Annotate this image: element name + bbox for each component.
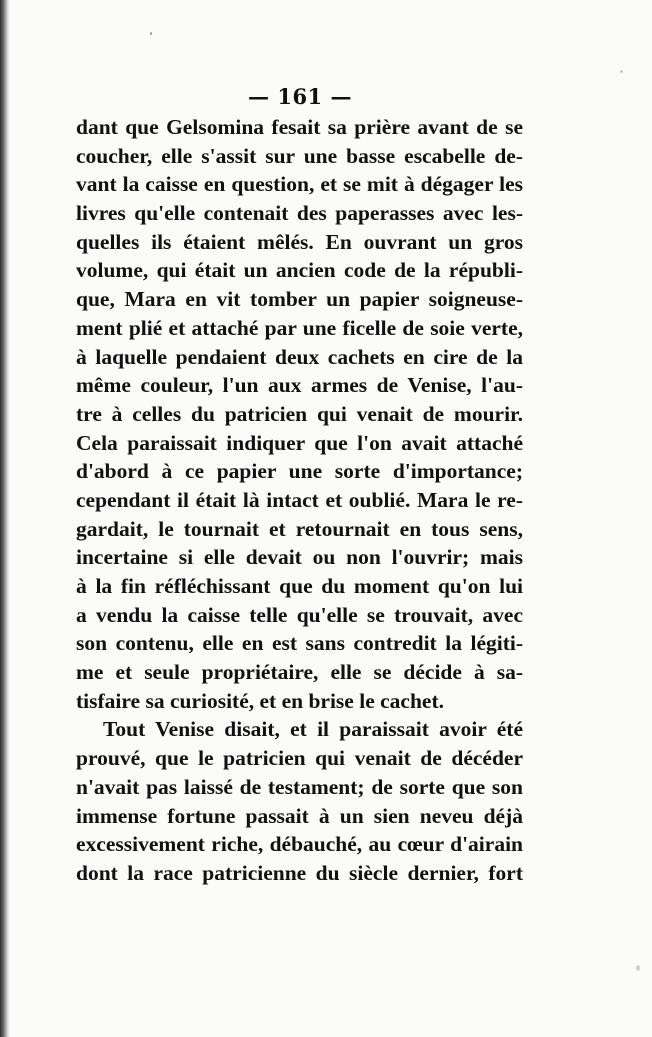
text-line: volume, qui était un ancien code de la républi-: [76, 258, 523, 283]
text-line: livres qu'elle contenait des paperasses avec les-: [76, 201, 523, 226]
text-line: coucher, elle s'assit sur une basse escabelle de-: [76, 143, 523, 168]
text-line: prouvé, que le patricien qui venait de décéder: [76, 746, 523, 771]
text-line: tre à celles du patricien qui venait de mourir.: [76, 401, 523, 426]
text-line: tisfaire sa curiosité, et en brise le cachet.: [76, 688, 444, 713]
text-line: vant la caisse en question, et se mit à dégager les: [76, 172, 523, 197]
paper-speck: [150, 32, 152, 35]
text-line: n'avait pas laissé de testament; de sorte que son: [76, 774, 523, 799]
text-line: immense fortune passait à un sien neveu déjà: [76, 803, 523, 828]
spine-shadow: [0, 0, 10, 1037]
text-line: excessivement riche, débauché, au cœur d'airain: [76, 832, 523, 857]
text-line: gardait, le tournait et retournait en tous sens,: [76, 516, 523, 541]
text-line: que, Mara en vit tomber un papier soigneuse-: [76, 287, 523, 312]
text-line: Tout Venise disait, et il paraissait avoir été: [103, 717, 523, 742]
text-line: à la fin réfléchissant que du moment qu'on lui: [76, 574, 523, 598]
body-text: [76, 113, 523, 888]
paper-speck: [636, 965, 640, 971]
text-line: a vendu la caisse telle qu'elle se trouvait, avec: [76, 602, 523, 627]
text-line: Cela paraissait indiquer que l'on avait attaché: [76, 430, 523, 455]
text-line: à laquelle pendaient deux cachets en cire de la: [76, 344, 523, 369]
paper-speck: [620, 70, 623, 73]
text-line: son contenu, elle en est sans contredit la légiti-: [76, 631, 523, 656]
page-number: — 161 —: [248, 84, 352, 109]
text-line: me et seule propriétaire, elle se décide à sa-: [76, 660, 523, 685]
text-line: cependant il était là intact et oublié. Mara le re-: [76, 487, 523, 512]
text-line: ment plié et attaché par une ficelle de soie verte,: [76, 315, 523, 340]
text-line: dont la race patricienne du siècle dernier, fort: [76, 860, 523, 885]
text-line: quelles ils étaient mêlés. En ouvrant un gros: [76, 229, 523, 254]
text-line: incertaine si elle devait ou non l'ouvrir; mais: [76, 545, 523, 570]
text-line: même couleur, l'un aux armes de Venise, l'au-: [76, 373, 523, 398]
text-line: dant que Gelsomina fesait sa prière avant de se: [76, 115, 523, 139]
text-line: d'abord à ce papier une sorte d'importance;: [76, 459, 523, 484]
